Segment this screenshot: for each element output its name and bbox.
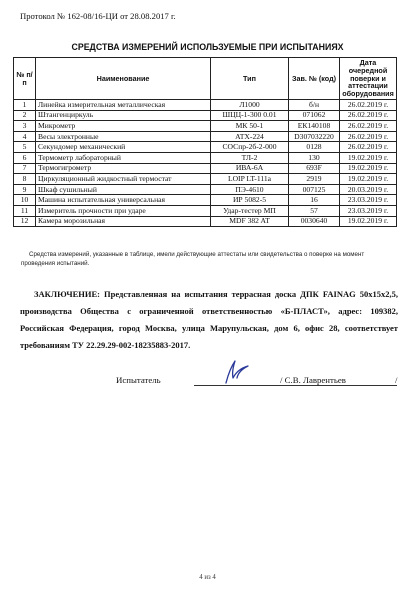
cell-date: 19.02.2019 г. [340,216,397,227]
cell-date: 23.03.2019 г. [340,205,397,216]
table-row [14,205,397,216]
cell-type: ТЛ-2 [211,152,289,163]
column-header-type: Тип [211,58,289,100]
cell-num: 6 [14,152,36,163]
cell-serial: 0030640 [289,216,340,227]
table-row [14,142,397,153]
cell-num: 11 [14,205,36,216]
cell-type: ATX-224 [211,131,289,142]
cell-type: MDF 382 AT [211,216,289,227]
cell-name: Камера морозильная [36,216,211,227]
instruments-table [13,57,397,227]
page-number: 4 из 4 [199,574,216,581]
table-row [14,110,397,121]
table-row [14,216,397,227]
cell-serial: D307032220 [289,131,340,142]
cell-date: 26.02.2019 г. [340,121,397,132]
cell-type: LOIP LT-111a [211,174,289,185]
cell-num: 10 [14,195,36,206]
table-row [14,163,397,174]
table-row [14,184,397,195]
cell-date: 26.02.2019 г. [340,100,397,111]
cell-type: ШЦЦ-1-300 0.01 [211,110,289,121]
cell-serial: 693F [289,163,340,174]
cell-name: Линейка измерительная металлическая [36,100,211,111]
cell-name: Измеритель прочности при ударе [36,205,211,216]
column-header-name: Наименование [36,58,211,100]
cell-serial: 130 [289,152,340,163]
column-header-serial: Зав. № (код) [289,58,340,100]
cell-date: 19.02.2019 г. [340,163,397,174]
cell-date: 19.02.2019 г. [340,152,397,163]
column-header-num: № п/п [14,58,36,100]
cell-name: Термогигрометр [36,163,211,174]
cell-date: 20.03.2019 г. [340,184,397,195]
page-title: СРЕДСТВА ИЗМЕРЕНИЙ ИСПОЛЬЗУЕМЫЕ ПРИ ИСПЫТАНИЯХ [71,42,344,52]
handwritten-signature [218,357,252,387]
cell-date: 23.03.2019 г. [340,195,397,206]
cell-date: 26.02.2019 г. [340,142,397,153]
cell-date: 26.02.2019 г. [340,110,397,121]
cell-num: 1 [14,100,36,111]
cell-name: Микрометр [36,121,211,132]
cell-serial: ЕК140108 [289,121,340,132]
conclusion-paragraph: ЗАКЛЮЧЕНИЕ: Представленная на испытания террасная доска ДПК FAINAG 50x15x2,5, производства Общества с ограниченной ответственностью «Б-ПЛАСТ», адрес: 109382, Российская Федерация, город Москва, улица Марупульская, дом 6, офис 28, соответствует требованиям ТУ 22.29.29-002-18235883-2017. [20,289,398,350]
signature-role: Испытатель [116,375,161,385]
cell-serial: б/н [289,100,340,111]
cell-num: 2 [14,110,36,121]
cell-name: Циркуляционный жидкостный термостат [36,174,211,185]
cell-type: ИВА-6А [211,163,289,174]
cell-num: 4 [14,131,36,142]
table-row [14,121,397,132]
table-body [14,100,397,227]
cell-type: Л1000 [211,100,289,111]
footnote: Средства измерений, указанные в таблице, имели действующие аттестаты или свидетельства о поверке на момент проведения испытаний. [21,251,365,268]
cell-type: ИР 5082-5 [211,195,289,206]
cell-name: Весы электронные [36,131,211,142]
cell-num: 9 [14,184,36,195]
cell-date: 19.02.2019 г. [340,174,397,185]
column-header-date: Дата очередной поверки и аттестации оборудования [340,58,397,100]
cell-date: 26.02.2019 г. [340,131,397,142]
cell-num: 12 [14,216,36,227]
cell-num: 7 [14,163,36,174]
cell-type: ПЭ-4610 [211,184,289,195]
cell-name: Шкаф сушильный [36,184,211,195]
cell-name: Секундомер механический [36,142,211,153]
table-row [14,131,397,142]
cell-name: Термометр лабораторный [36,152,211,163]
signer-name: / С.В. Лаврентьев [280,375,346,385]
cell-num: 8 [14,174,36,185]
cell-serial: 007125 [289,184,340,195]
protocol-number: Протокол № 162-08/16-ЦИ от 28.08.2017 г. [20,11,176,21]
cell-serial: 2919 [289,174,340,185]
cell-name: Штангенциркуль [36,110,211,121]
table-header-row [14,58,397,100]
cell-serial: 16 [289,195,340,206]
cell-serial: 071062 [289,110,340,121]
cell-name: Машина испытательная универсальная [36,195,211,206]
cell-type: СОСпр-2б-2-000 [211,142,289,153]
table-row [14,100,397,111]
cell-num: 5 [14,142,36,153]
cell-serial: 57 [289,205,340,216]
table-row [14,174,397,185]
cell-num: 3 [14,121,36,132]
cell-type: МК 50-1 [211,121,289,132]
cell-serial: 0128 [289,142,340,153]
table-row [14,152,397,163]
signature-closing-slash: / [395,375,398,385]
table-row [14,195,397,206]
cell-type: Удар-тестер МП [211,205,289,216]
